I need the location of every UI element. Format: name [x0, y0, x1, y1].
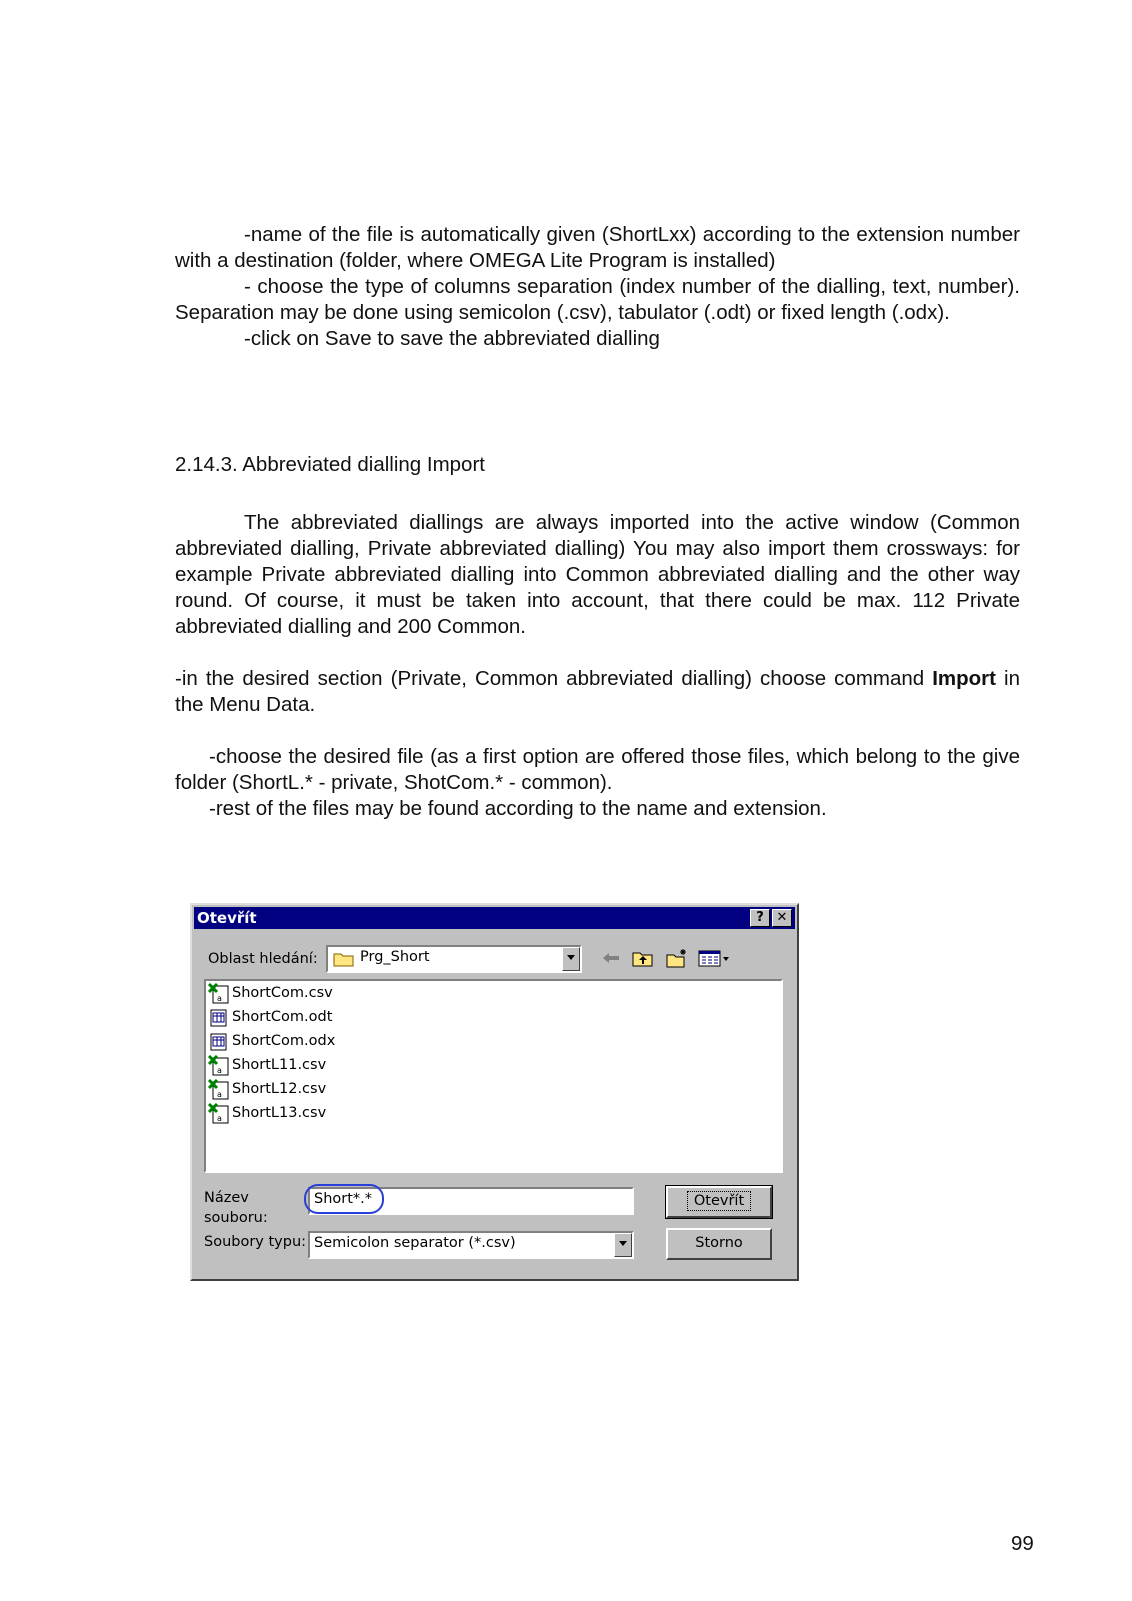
- filetype-value: Semicolon separator (*.csv): [314, 1235, 516, 1251]
- filetype-select[interactable]: [308, 1231, 634, 1259]
- section: [175, 452, 1020, 478]
- dialog-titlebar: [194, 907, 795, 929]
- file-name: ShortL12.csv: [232, 1081, 327, 1097]
- file-name: ShortCom.csv: [232, 985, 333, 1001]
- svg-text:a: a: [217, 994, 222, 1003]
- paragraph-filename: -name of the file is automatically given (ShortLxx) according to the extension number with a destination (folder, where OMEGA Lite Program is installed): [175, 223, 1020, 272]
- filetype-label: Soubory typu:: [204, 1234, 307, 1250]
- data-file-icon: [208, 1007, 230, 1028]
- paragraph-instruction: -in the desired section (Private, Common abbreviated dialling) choose command Import in the Menu Data.: [175, 667, 1020, 716]
- close-button[interactable]: ✕: [772, 909, 792, 927]
- page-number: 99: [1011, 1532, 1034, 1555]
- new-folder-icon[interactable]: [666, 948, 688, 968]
- document-body: [175, 222, 1020, 352]
- filetype-dropdown[interactable]: [614, 1233, 632, 1257]
- import-command: Import: [932, 667, 996, 690]
- view-menu-icon[interactable]: [698, 948, 732, 968]
- svg-text:a: a: [217, 1090, 222, 1099]
- excel-file-icon: [208, 1079, 230, 1100]
- file-list[interactable]: [204, 979, 783, 1173]
- file-name: ShortL11.csv: [232, 1057, 327, 1073]
- excel-file-icon: [208, 983, 230, 1004]
- highlight-ring: [304, 1184, 384, 1214]
- look-in-combo[interactable]: [326, 945, 582, 973]
- paragraph-save: -click on Save to save the abbreviated dialling: [244, 327, 660, 350]
- look-in-dropdown[interactable]: [562, 947, 580, 971]
- folder-icon: [333, 951, 355, 967]
- open-button[interactable]: Otevřít: [666, 1186, 772, 1218]
- import-text: [175, 510, 1020, 822]
- data-file-icon: [208, 1031, 230, 1052]
- open-file-dialog: [190, 903, 799, 1281]
- look-in-label: Oblast hledání:: [208, 951, 318, 967]
- dialog-title: Otevřít: [197, 909, 257, 927]
- back-arrow-icon[interactable]: [600, 948, 622, 968]
- paragraph-separation: - choose the type of columns separation (index number of the dialling, text, number). Separation may be done using semicolon (.csv), tabulator (.odt) or fixed length (.odx).: [175, 275, 1020, 324]
- svg-text:a: a: [217, 1066, 222, 1075]
- look-in-value: Prg_Short: [360, 949, 430, 965]
- excel-file-icon: [208, 1103, 230, 1124]
- filename-label: Název: [204, 1190, 249, 1206]
- file-name: ShortCom.odx: [232, 1033, 336, 1049]
- paragraph-rest-files: -rest of the files may be found according to the name and extension.: [209, 797, 827, 820]
- excel-file-icon: [208, 1055, 230, 1076]
- paragraph-intro: The abbreviated diallings are always imported into the active window (Common abbreviated dialling, Private abbreviated dialling) You may also import them crossways: for example Private abbreviated dialling into Common abbreviated dialling and the other way round. Of course, it must be taken into account, that there could be max. 112 Private abbreviated dialling and 200 Common.: [175, 511, 1020, 638]
- file-name: ShortCom.odt: [232, 1009, 333, 1025]
- up-folder-icon[interactable]: [632, 948, 654, 968]
- file-name: ShortL13.csv: [232, 1105, 327, 1121]
- filename-label-2: souboru:: [204, 1210, 268, 1226]
- filename-value: Short*.*: [314, 1191, 373, 1207]
- cancel-button[interactable]: Storno: [666, 1228, 772, 1260]
- paragraph-choose-file: -choose the desired file (as a first option are offered those files, which belong to the give folder (ShortL.* - private, ShotCom.* - common).: [175, 745, 1020, 794]
- help-button[interactable]: ?: [750, 909, 770, 927]
- svg-text:a: a: [217, 1114, 222, 1123]
- section-heading: 2.14.3. Abbreviated dialling Import: [175, 453, 485, 476]
